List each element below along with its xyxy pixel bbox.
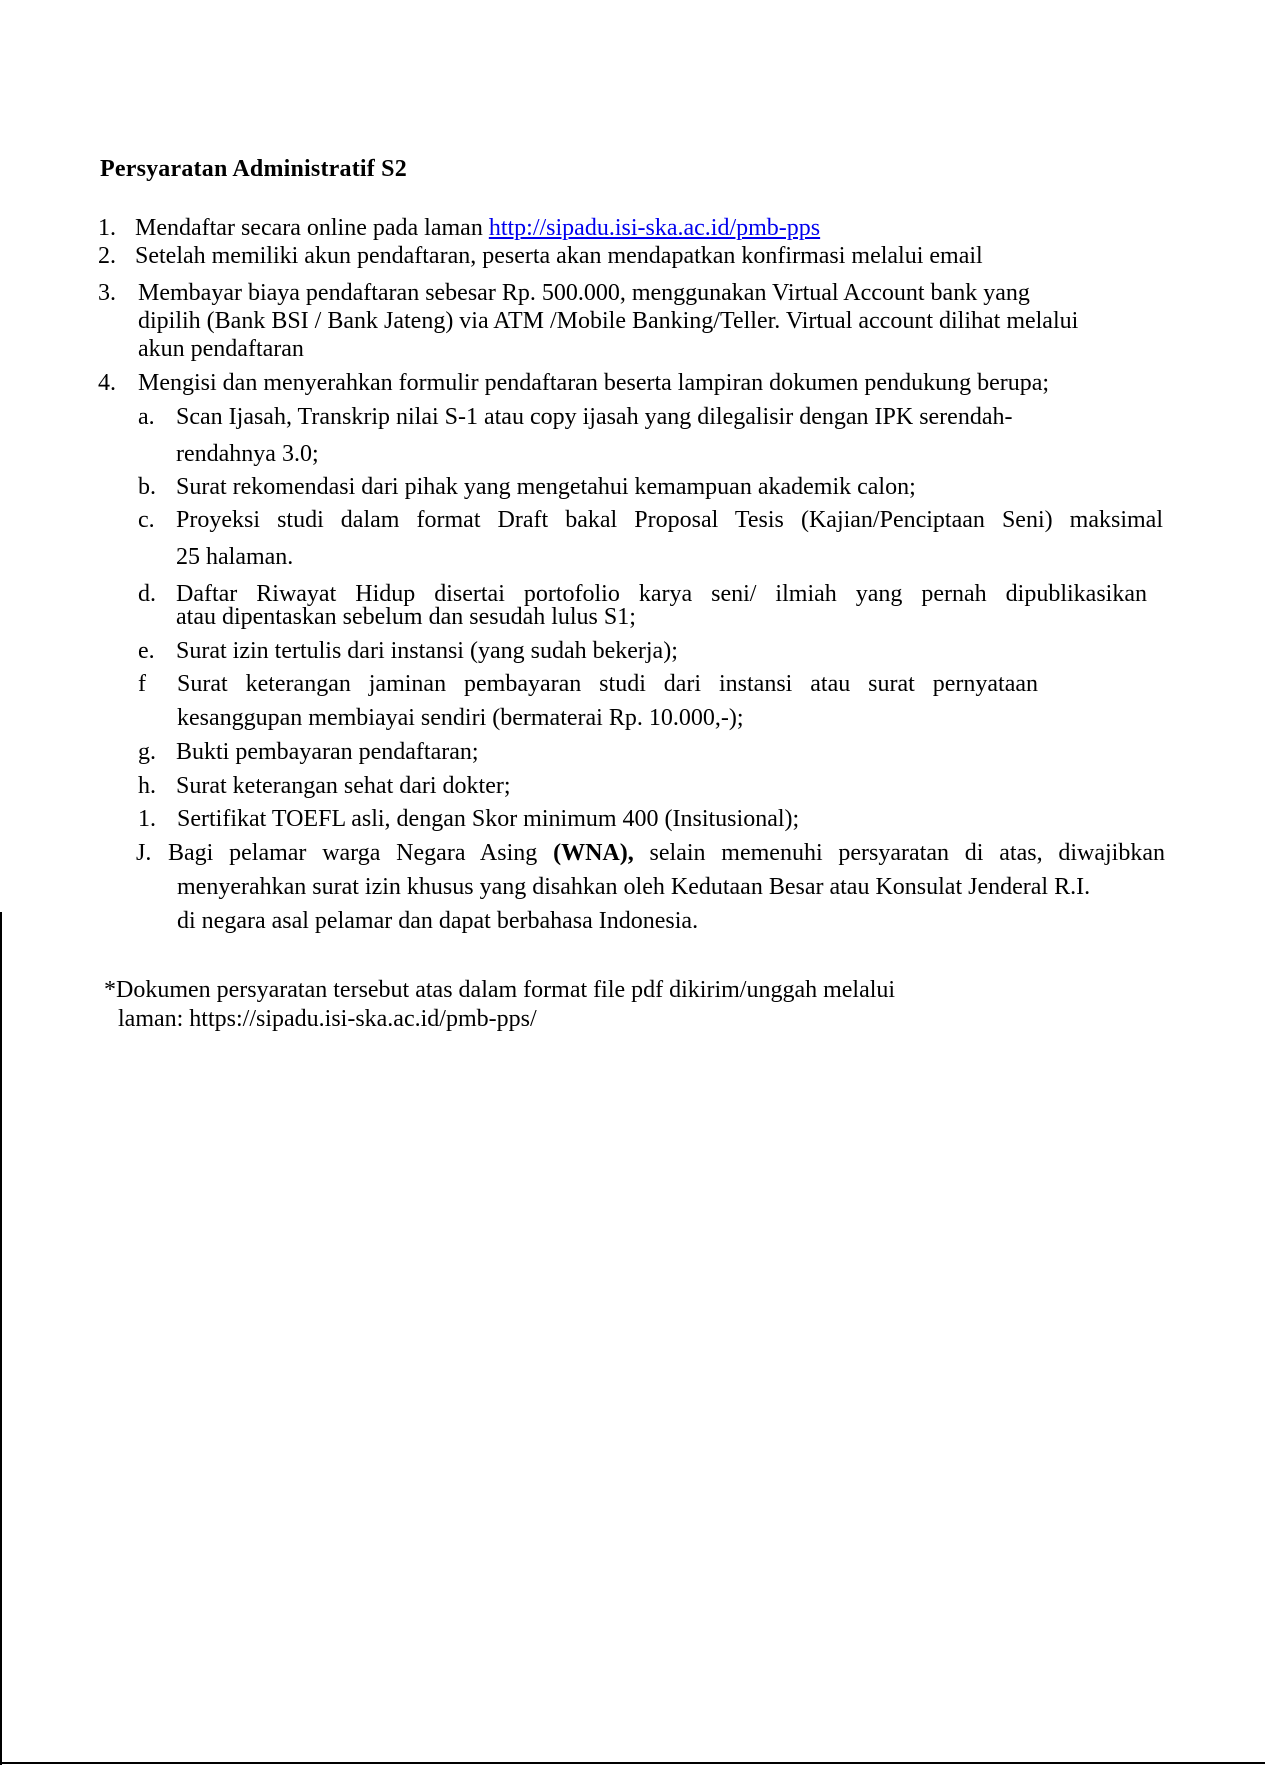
note-line-1: *Dokumen persyaratan tersebut atas dalam format file pdf dikirim/unggah melalui	[104, 977, 896, 1003]
subitem-j-prefix: Bagi pelamar warga Negara Asing	[168, 840, 538, 866]
subitem-h-line-1: Surat keterangan sehat dari dokter;	[176, 773, 511, 799]
subitem-h-marker: h.	[138, 773, 156, 799]
subitem-e-marker: e.	[138, 638, 155, 664]
subitem-f-marker: f	[138, 671, 146, 697]
subitem-g-marker: g.	[138, 739, 156, 765]
subitem-j-marker: J.	[136, 840, 152, 866]
item-1-marker: 1.	[98, 215, 116, 241]
item-2-text: Setelah memiliki akun pendaftaran, peserta akan mendapatkan konfirmasi melalui email	[135, 243, 983, 269]
subitem-a-line-1: Scan Ijasah, Transkrip nilai S-1 atau copy ijasah yang dilegalisir dengan IPK serendah-	[176, 404, 1013, 430]
item-1-prefix: Mendaftar secara online pada laman	[135, 215, 483, 241]
subitem-d-line-1: Daftar Riwayat Hidup disertai portofolio karya seni/ ilmiah yang pernah dipublikasikan	[176, 581, 1147, 607]
item-2-marker: 2.	[98, 243, 116, 269]
bottom-border-line	[0, 1762, 1265, 1764]
subitem-g-line-1: Bukti pembayaran pendaftaran;	[176, 739, 479, 765]
subitem-c-marker: c.	[138, 507, 155, 533]
item-3-line-3: akun pendaftaran	[138, 336, 304, 362]
subitem-e-line-1: Surat izin tertulis dari instansi (yang sudah bekerja);	[176, 638, 678, 664]
subitem-j-line-1	[168, 839, 1165, 867]
item-1-text	[135, 214, 820, 242]
subitem-b-marker: b.	[138, 474, 156, 500]
subitem-a-marker: a.	[138, 404, 155, 430]
subitem-b-line-1: Surat rekomendasi dari pihak yang mengetahui kemampuan akademik calon;	[176, 474, 916, 500]
item-3-marker: 3.	[98, 280, 116, 306]
subitem-d-marker: d.	[138, 581, 156, 607]
subitem-d-line-2: atau dipentaskan sebelum dan sesudah lulus S1;	[176, 604, 636, 630]
item-3-line-2: dipilih (Bank BSI / Bank Jateng) via ATM /Mobile Banking/Teller. Virtual account dilihat melalui	[138, 308, 1079, 334]
subitem-f-line-2: kesanggupan membiayai sendiri (bermaterai Rp. 10.000,-);	[177, 705, 744, 731]
left-border-line	[0, 912, 2, 1765]
subitem-j-wna: (WNA),	[553, 840, 634, 866]
subitem-j-line-3: di negara asal pelamar dan dapat berbahasa Indonesia.	[177, 908, 699, 934]
page-title: Persyaratan Administratif S2	[100, 156, 407, 182]
subitem-c-line-2: 25 halaman.	[176, 544, 294, 570]
item-3-line-1: Membayar biaya pendaftaran sebesar Rp. 500.000, menggunakan Virtual Account bank yang	[138, 280, 1030, 306]
subitem-i-marker: 1.	[138, 806, 156, 832]
note-line-2: laman: https://sipadu.isi-ska.ac.id/pmb-pps/	[118, 1006, 537, 1032]
subitem-j-suffix: selain memenuhi persyaratan di atas, diwajibkan	[649, 840, 1166, 866]
subitem-j-line-2: menyerahkan surat izin khusus yang disahkan oleh Kedutaan Besar atau Konsulat Jenderal R.I.	[177, 874, 1091, 900]
registration-link[interactable]: http://sipadu.isi-ska.ac.id/pmb-pps	[488, 215, 821, 241]
subitem-f-line-1: Surat keterangan jaminan pembayaran studi dari instansi atau surat pernyataan	[177, 671, 1038, 697]
subitem-a-line-2: rendahnya 3.0;	[176, 441, 319, 467]
item-4-marker: 4.	[98, 370, 116, 396]
subitem-c-line-1: Proyeksi studi dalam format Draft bakal Proposal Tesis (Kajian/Penciptaan Seni) maksimal	[176, 507, 1163, 533]
subitem-i-line-1: Sertifikat TOEFL asli, dengan Skor minimum 400 (Insitusional);	[177, 806, 800, 832]
item-4-text: Mengisi dan menyerahkan formulir pendaftaran beserta lampiran dokumen pendukung berupa;	[138, 370, 1050, 396]
